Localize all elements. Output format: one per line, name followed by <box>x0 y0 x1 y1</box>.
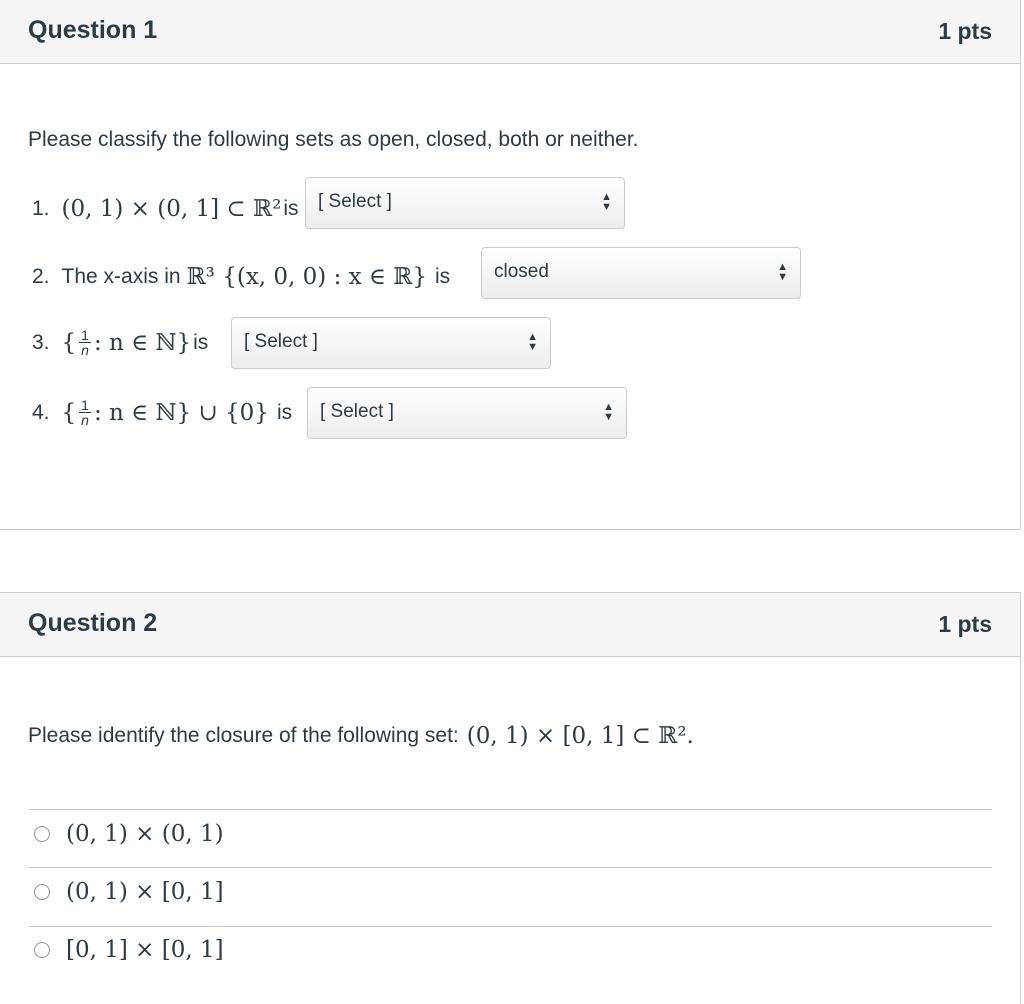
option-label: (0, 1) × [0, 1] <box>66 879 224 905</box>
item-pre-text: The x-axis in <box>61 265 181 288</box>
item-math-open: { <box>61 329 77 356</box>
radio-circle-icon[interactable] <box>34 826 50 842</box>
question-2-header <box>0 593 1020 657</box>
fraction-denominator: n <box>81 342 89 358</box>
item-math-rest: : n ∈ ℕ} <box>93 329 192 356</box>
item-number: 4. <box>32 400 50 424</box>
q1-item-3 <box>32 328 208 357</box>
fraction <box>79 328 91 357</box>
item-math-open: { <box>61 399 77 426</box>
question-1-header <box>0 0 1020 64</box>
select-value: closed <box>494 261 549 282</box>
question-1-title: Question 1 <box>28 16 158 44</box>
q1-select-3[interactable] <box>231 317 551 369</box>
divider <box>28 926 992 927</box>
select-value: [ Select ] <box>318 191 392 212</box>
fraction-numerator: 1 <box>81 327 89 343</box>
select-value: [ Select ] <box>244 331 318 352</box>
divider <box>28 809 992 810</box>
q1-item-1 <box>32 196 298 222</box>
updown-arrow-icon: ▲ ▼ <box>603 401 614 423</box>
fraction-numerator: 1 <box>81 397 89 413</box>
option-label: [0, 1] × [0, 1] <box>66 937 224 963</box>
item-number: 1. <box>32 197 50 220</box>
radio-circle-icon[interactable] <box>34 884 50 900</box>
question-2-prompt: Please identify the closure of the following set: <box>28 724 459 747</box>
updown-arrow-icon: ▲ ▼ <box>777 261 788 283</box>
question-2-prompt-row <box>28 723 694 749</box>
radio-circle-icon[interactable] <box>34 942 50 958</box>
item-number: 2. <box>32 265 50 288</box>
item-math: (0, 1) × (0, 1] ⊂ ℝ² <box>61 196 282 222</box>
q1-select-4[interactable] <box>307 387 627 439</box>
updown-arrow-icon: ▲ ▼ <box>601 191 612 213</box>
q1-item-4 <box>32 398 292 427</box>
divider <box>28 867 992 868</box>
item-number: 3. <box>32 330 50 354</box>
question-1-prompt: Please classify the following sets as open, closed, both or neither. <box>28 128 639 151</box>
option-label: (0, 1) × (0, 1) <box>66 821 224 847</box>
q2-option-2[interactable] <box>34 879 224 905</box>
q1-select-1[interactable] <box>305 177 625 229</box>
q1-select-2[interactable] <box>481 247 801 299</box>
select-value: [ Select ] <box>320 401 394 422</box>
item-math-rest: : n ∈ ℕ} ∪ {0} <box>93 399 269 426</box>
item-suffix: is <box>435 265 451 288</box>
fraction-denominator: n <box>81 412 89 428</box>
q1-item-2 <box>32 264 450 290</box>
item-suffix: is <box>276 400 293 424</box>
item-math: ℝ³ {(x, 0, 0) : x ∈ ℝ} <box>186 264 428 290</box>
updown-arrow-icon: ▲ ▼ <box>527 331 538 353</box>
question-2-title: Question 2 <box>28 609 158 637</box>
fraction <box>79 398 91 427</box>
question-2-prompt-math: (0, 1) × [0, 1] ⊂ ℝ². <box>466 723 694 749</box>
q2-option-1[interactable] <box>34 821 224 847</box>
question-2-points: 1 pts <box>938 611 992 637</box>
question-1-points: 1 pts <box>938 18 992 44</box>
item-suffix: is <box>193 330 209 354</box>
item-suffix: is <box>283 197 299 220</box>
question-2 <box>0 592 1021 1004</box>
q2-option-3[interactable] <box>34 937 224 963</box>
